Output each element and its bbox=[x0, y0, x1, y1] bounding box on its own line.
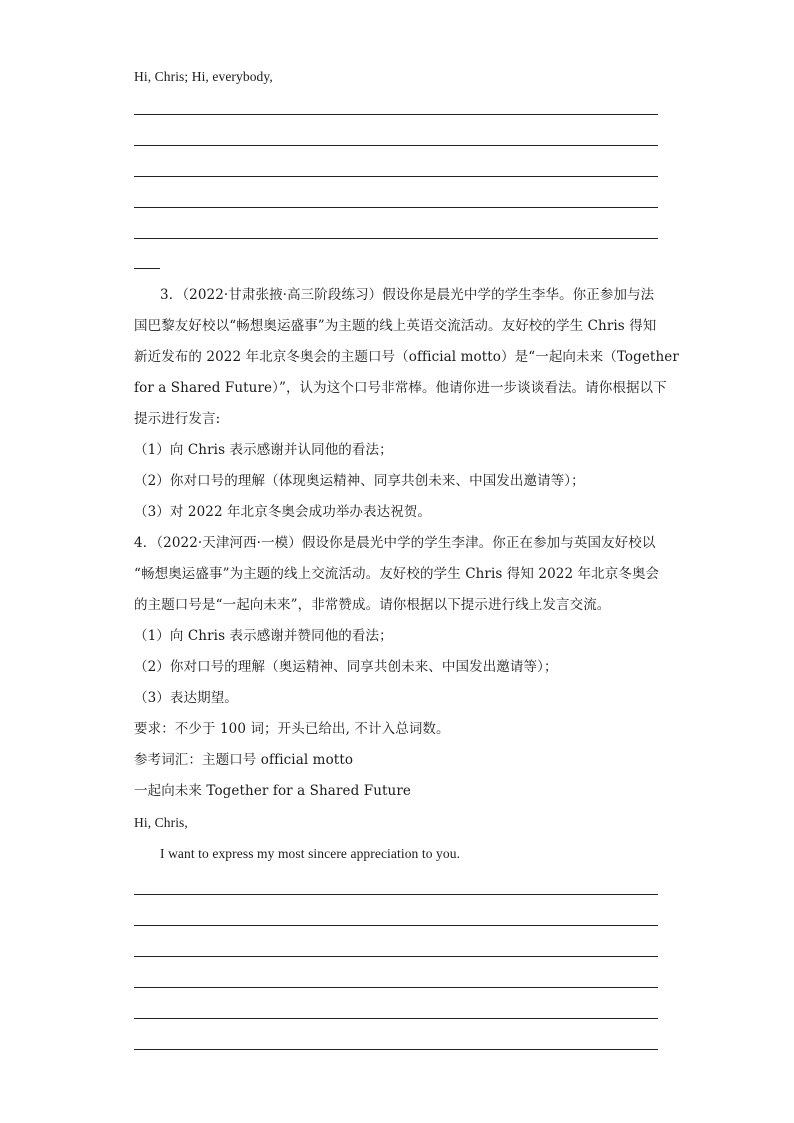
question-4-point-2: （2）你对口号的理解（奥运精神、同享共创未来、中国发出邀请等）； bbox=[134, 659, 558, 675]
answer-line bbox=[134, 894, 658, 895]
question-3-line-4: for a Shared Future）”，认为这个口号非常棒。他请你进一步谈谈看法。请你根据以下 bbox=[134, 380, 667, 396]
question-4-opening: I want to express my most sincere appreciation to you. bbox=[160, 846, 461, 861]
answer-line bbox=[134, 987, 658, 988]
question-4-greeting: Hi, Chris, bbox=[134, 815, 188, 830]
question-3-line-3: 新近发布的 2022 年北京冬奥会的主题口号（official motto）是“一起向未来（Together bbox=[134, 349, 679, 365]
question-3-line-1: 3．（2022·甘肃张掖·高三阶段练习）假设你是晨光中学的学生李华。你正参加与法 bbox=[160, 287, 655, 303]
answer-line bbox=[134, 176, 658, 177]
question-3-line-2: 国巴黎友好校以“畅想奥运盛事”为主题的线上英语交流活动。友好校的学生 Chris 得知 bbox=[134, 318, 657, 334]
question-4-point-1: （1）向 Chris 表示感谢并赞同他的看法； bbox=[134, 628, 393, 644]
answer-line-end bbox=[134, 268, 160, 269]
answer-line bbox=[134, 925, 658, 926]
question-3-line-5: 提示进行发言: bbox=[134, 411, 221, 427]
question-3-point-2: （2）你对口号的理解（体现奥运精神、同享共创未来、中国发出邀请等）； bbox=[134, 473, 585, 489]
answer-line bbox=[134, 1018, 658, 1019]
answer-line bbox=[134, 238, 658, 239]
question-4-vocab-line-2: 一起向未来 Together for a Shared Future bbox=[134, 783, 411, 799]
answer-line bbox=[134, 145, 658, 146]
greeting-text: Hi, Chris; Hi, everybody, bbox=[134, 69, 273, 84]
answer-line bbox=[134, 114, 658, 115]
answer-line bbox=[134, 956, 658, 957]
question-3-point-3: （3）对 2022 年北京冬奥会成功举办表达祝贺。 bbox=[134, 504, 432, 520]
question-4-line-3: 的主题口号是“一起向未来”，非常赞成。请你根据以下提示进行线上发言交流。 bbox=[134, 597, 611, 613]
question-4-vocab-title: 参考词汇：主题口号 official motto bbox=[134, 752, 354, 768]
question-3-point-1: （1）向 Chris 表示感谢并认同他的看法； bbox=[134, 442, 393, 458]
question-4-line-2: “畅想奥运盛事”为主题的线上交流活动。友好校的学生 Chris 得知 2022 年北京冬奥会 bbox=[134, 566, 660, 582]
question-4-line-1: 4．（2022·天津河西·一模）假设你是晨光中学的学生李津。你正在参加与英国友好校以 bbox=[134, 535, 656, 551]
question-4-requirement: 要求：不少于 100 词；开头已给出, 不计入总词数。 bbox=[134, 721, 450, 737]
answer-line bbox=[134, 1049, 658, 1050]
question-4-point-3: （3）表达期望。 bbox=[134, 690, 238, 706]
answer-line bbox=[134, 207, 658, 208]
